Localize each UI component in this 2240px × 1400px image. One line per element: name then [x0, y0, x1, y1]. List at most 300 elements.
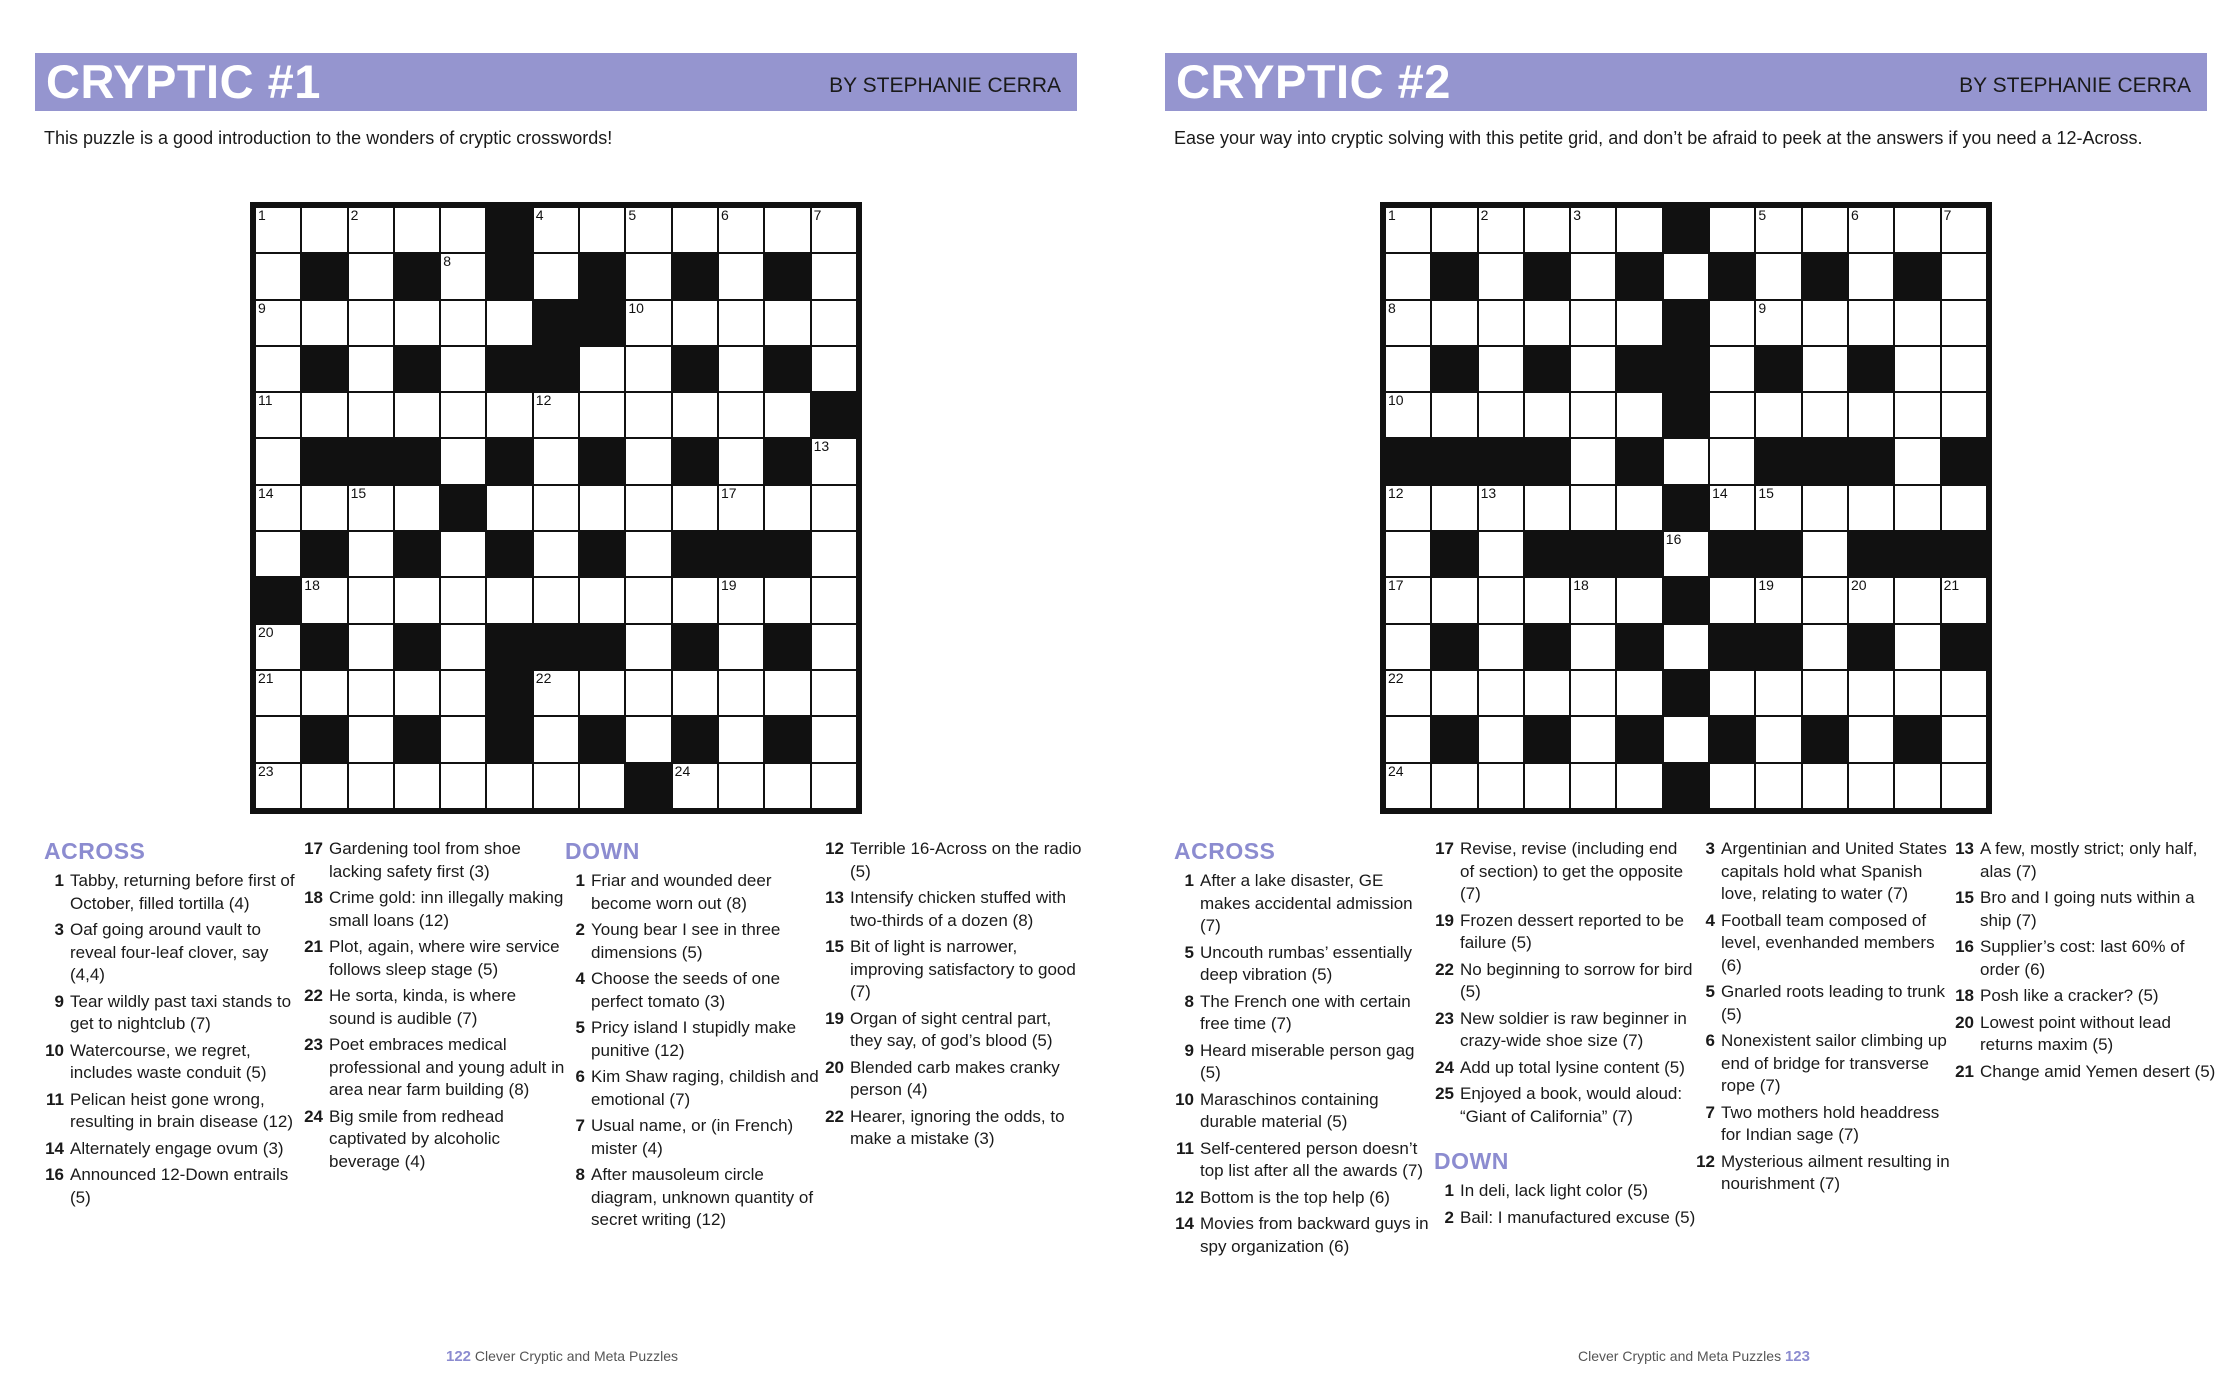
grid-cell[interactable]	[255, 438, 301, 484]
grid-cell[interactable]	[1755, 253, 1801, 299]
grid-cell[interactable]	[625, 438, 671, 484]
grid-cell[interactable]	[1385, 485, 1431, 531]
grid-cell[interactable]	[811, 300, 857, 346]
clue-text: Pricy island I stupidly make punitive (12)	[591, 1018, 797, 1060]
grid-cell[interactable]	[301, 577, 347, 623]
grid-cell[interactable]	[1709, 392, 1755, 438]
grid-cell[interactable]	[718, 253, 764, 299]
grid-cell[interactable]	[533, 253, 579, 299]
grid-cell[interactable]	[811, 624, 857, 670]
grid-cell[interactable]	[1848, 485, 1894, 531]
grid-cell[interactable]	[533, 577, 579, 623]
grid-block	[394, 716, 440, 762]
clue-item	[303, 838, 565, 883]
puzzle-intro: Ease your way into cryptic solving with this petite grid, and don’t be afraid to peek at the answers if you need a 12-Across.	[1174, 128, 2143, 148]
grid-cell[interactable]	[764, 300, 810, 346]
grid-cell[interactable]	[1385, 577, 1431, 623]
clue-text: Watercourse, we regret, includes waste conduit (5)	[70, 1040, 267, 1082]
grid-cell[interactable]	[1663, 438, 1709, 484]
grid-cell[interactable]	[348, 392, 394, 438]
grid-cell[interactable]	[1524, 577, 1570, 623]
grid-cell[interactable]	[1570, 624, 1616, 670]
grid-cell[interactable]	[1478, 485, 1524, 531]
grid-cell[interactable]	[718, 485, 764, 531]
grid-cell[interactable]	[1848, 716, 1894, 762]
grid-cell[interactable]	[348, 485, 394, 531]
grid-cell[interactable]	[440, 207, 486, 253]
grid-cell[interactable]	[811, 763, 857, 809]
grid-cell[interactable]	[301, 670, 347, 716]
clue-column	[565, 838, 827, 1236]
grid-cell[interactable]	[1431, 485, 1477, 531]
grid-cell[interactable]	[348, 253, 394, 299]
grid-cell[interactable]	[1385, 346, 1431, 392]
grid-cell[interactable]	[764, 207, 810, 253]
grid-cell[interactable]	[1616, 670, 1662, 716]
grid-cell[interactable]	[1431, 670, 1477, 716]
grid-cell[interactable]	[1616, 577, 1662, 623]
grid-cell[interactable]	[440, 624, 486, 670]
grid-cell[interactable]	[533, 670, 579, 716]
grid-cell[interactable]	[486, 763, 532, 809]
grid-cell[interactable]	[718, 438, 764, 484]
grid-cell[interactable]	[1570, 716, 1616, 762]
grid-cell[interactable]	[764, 392, 810, 438]
grid-cell[interactable]	[579, 763, 625, 809]
grid-cell[interactable]	[486, 577, 532, 623]
grid-cell[interactable]	[394, 485, 440, 531]
grid-cell[interactable]	[1941, 253, 1987, 299]
grid-cell[interactable]	[1941, 346, 1987, 392]
clue-item	[1954, 985, 2216, 1008]
grid-cell[interactable]	[1941, 670, 1987, 716]
grid-cell[interactable]	[533, 531, 579, 577]
grid-cell[interactable]	[1478, 716, 1524, 762]
grid-cell[interactable]	[1478, 624, 1524, 670]
grid-cell[interactable]	[811, 716, 857, 762]
grid-cell[interactable]	[348, 207, 394, 253]
grid-block	[718, 531, 764, 577]
grid-cell[interactable]	[533, 716, 579, 762]
clue-text: Tear wildly past taxi stands to get to nightclub (7)	[70, 991, 292, 1033]
grid-cell[interactable]	[579, 346, 625, 392]
grid-cell[interactable]	[1570, 763, 1616, 809]
grid-cell[interactable]	[1385, 207, 1431, 253]
grid-cell[interactable]	[718, 763, 764, 809]
grid-cell[interactable]	[533, 392, 579, 438]
grid-cell[interactable]	[1894, 577, 1940, 623]
grid-cell[interactable]	[1663, 253, 1709, 299]
grid-cell[interactable]	[672, 763, 718, 809]
grid-block	[579, 716, 625, 762]
grid-block	[486, 716, 532, 762]
grid-cell[interactable]	[718, 346, 764, 392]
grid-cell[interactable]	[1848, 670, 1894, 716]
grid-cell[interactable]	[672, 207, 718, 253]
grid-cell[interactable]	[1802, 577, 1848, 623]
grid-cell[interactable]	[1663, 624, 1709, 670]
grid-cell[interactable]	[394, 300, 440, 346]
grid-cell[interactable]	[1478, 253, 1524, 299]
clue-item	[824, 887, 1086, 932]
grid-cell[interactable]	[301, 485, 347, 531]
grid-cell[interactable]	[348, 763, 394, 809]
clue-text: After a lake disaster, GE makes accidental admission (7)	[1200, 871, 1413, 935]
grid-cell[interactable]	[1848, 763, 1894, 809]
grid-cell[interactable]	[579, 485, 625, 531]
clue-item	[565, 1066, 827, 1111]
grid-cell[interactable]	[1709, 670, 1755, 716]
grid-cell[interactable]	[811, 670, 857, 716]
grid-cell[interactable]	[1941, 207, 1987, 253]
grid-cell[interactable]	[1709, 485, 1755, 531]
grid-cell[interactable]	[394, 670, 440, 716]
grid-cell[interactable]	[533, 763, 579, 809]
grid-cell[interactable]	[1478, 531, 1524, 577]
grid-cell[interactable]	[579, 207, 625, 253]
grid-cell[interactable]	[255, 716, 301, 762]
grid-cell[interactable]	[255, 485, 301, 531]
grid-cell[interactable]	[1478, 670, 1524, 716]
grid-cell[interactable]	[1755, 763, 1801, 809]
grid-cell[interactable]	[1755, 300, 1801, 346]
grid-block	[1524, 253, 1570, 299]
grid-cell[interactable]	[718, 392, 764, 438]
grid-cell[interactable]	[672, 577, 718, 623]
clue-heading-across: ACROSS	[1174, 838, 1276, 864]
grid-cell[interactable]	[1802, 346, 1848, 392]
grid-cell[interactable]	[811, 253, 857, 299]
grid-block	[1848, 346, 1894, 392]
grid-block	[1755, 624, 1801, 670]
grid-cell[interactable]	[1941, 577, 1987, 623]
grid-cell[interactable]	[1941, 716, 1987, 762]
clue-text: Lowest point without lead returns maxim (5)	[1980, 1012, 2171, 1054]
grid-cell[interactable]	[1431, 207, 1477, 253]
clue-column	[44, 838, 306, 1213]
grid-block	[1663, 577, 1709, 623]
grid-cell[interactable]	[440, 300, 486, 346]
grid-block	[533, 624, 579, 670]
clue-number: 2	[575, 920, 585, 939]
grid-cell[interactable]	[1570, 670, 1616, 716]
grid-cell[interactable]	[1385, 716, 1431, 762]
grid-cell[interactable]	[348, 716, 394, 762]
clue-text: Usual name, or (in French) mister (4)	[591, 1116, 794, 1158]
grid-cell[interactable]	[1848, 207, 1894, 253]
grid-cell[interactable]	[301, 300, 347, 346]
grid-cell[interactable]	[255, 207, 301, 253]
grid-block	[579, 300, 625, 346]
grid-cell[interactable]	[1894, 300, 1940, 346]
grid-cell[interactable]	[1709, 763, 1755, 809]
grid-cell[interactable]	[672, 300, 718, 346]
grid-cell[interactable]	[1478, 346, 1524, 392]
grid-cell[interactable]	[255, 253, 301, 299]
grid-cell[interactable]	[718, 577, 764, 623]
cell-number: 4	[535, 207, 544, 223]
grid-block	[394, 253, 440, 299]
clue-text: Heard miserable person gag (5)	[1200, 1040, 1415, 1082]
grid-cell[interactable]	[1848, 253, 1894, 299]
grid-cell[interactable]	[1941, 392, 1987, 438]
grid-cell[interactable]	[1663, 531, 1709, 577]
grid-cell[interactable]	[394, 392, 440, 438]
clue-number: 4	[1705, 910, 1715, 930]
grid-cell[interactable]	[579, 577, 625, 623]
grid-cell[interactable]	[1848, 300, 1894, 346]
grid-cell[interactable]	[1431, 392, 1477, 438]
grid-cell[interactable]	[625, 531, 671, 577]
grid-cell[interactable]	[764, 577, 810, 623]
grid-cell[interactable]	[1894, 485, 1940, 531]
grid-cell[interactable]	[1478, 300, 1524, 346]
grid-block	[1616, 346, 1662, 392]
grid-cell[interactable]	[1524, 392, 1570, 438]
clue-column	[824, 838, 1086, 1155]
grid-cell[interactable]	[1478, 763, 1524, 809]
clue-heading-down: DOWN	[565, 838, 640, 864]
grid-block	[811, 392, 857, 438]
grid-cell[interactable]	[440, 438, 486, 484]
grid-cell[interactable]	[625, 670, 671, 716]
grid-cell[interactable]	[811, 531, 857, 577]
grid-block	[672, 716, 718, 762]
grid-cell[interactable]	[394, 763, 440, 809]
grid-cell[interactable]	[1616, 763, 1662, 809]
grid-cell[interactable]	[625, 392, 671, 438]
grid-cell[interactable]	[255, 763, 301, 809]
grid-cell[interactable]	[1802, 207, 1848, 253]
grid-cell[interactable]	[1709, 346, 1755, 392]
grid-cell[interactable]	[486, 485, 532, 531]
grid-cell[interactable]	[579, 670, 625, 716]
grid-cell[interactable]	[811, 577, 857, 623]
grid-cell[interactable]	[255, 670, 301, 716]
grid-cell[interactable]	[1894, 207, 1940, 253]
grid-block	[1709, 531, 1755, 577]
crossword-grid	[250, 202, 862, 814]
grid-cell[interactable]	[1385, 392, 1431, 438]
grid-cell[interactable]	[440, 392, 486, 438]
page-right	[1120, 0, 2240, 1400]
grid-cell[interactable]	[1941, 300, 1987, 346]
grid-cell[interactable]	[1570, 207, 1616, 253]
grid-cell[interactable]	[1755, 392, 1801, 438]
puzzle-intro: This puzzle is a good introduction to the wonders of cryptic crosswords!	[44, 128, 613, 148]
clue-text: Pelican heist gone wrong, resulting in brain disease (12)	[70, 1089, 294, 1131]
grid-cell[interactable]	[625, 346, 671, 392]
grid-cell[interactable]	[1385, 624, 1431, 670]
grid-cell[interactable]	[1802, 670, 1848, 716]
cell-number: 22	[1388, 669, 1404, 686]
grid-cell[interactable]	[255, 531, 301, 577]
grid-cell[interactable]	[440, 346, 486, 392]
grid-cell[interactable]	[1385, 531, 1431, 577]
grid-cell[interactable]	[348, 300, 394, 346]
grid-cell[interactable]	[533, 485, 579, 531]
grid-cell[interactable]	[1570, 577, 1616, 623]
clue-text: In deli, lack light color (5)	[1460, 1181, 1649, 1200]
cell-number: 13	[813, 438, 830, 455]
clue-number: 16	[1955, 937, 1974, 956]
grid-cell[interactable]	[1755, 670, 1801, 716]
clue-number: 16	[45, 1165, 64, 1184]
grid-cell[interactable]	[1570, 392, 1616, 438]
grid-cell[interactable]	[1616, 392, 1662, 438]
grid-cell[interactable]	[1431, 577, 1477, 623]
grid-cell[interactable]	[1894, 670, 1940, 716]
grid-cell[interactable]	[1478, 207, 1524, 253]
cell-number: 18	[304, 577, 320, 594]
grid-cell[interactable]	[1478, 392, 1524, 438]
cell-number: 8	[1388, 299, 1396, 316]
grid-cell[interactable]	[1802, 763, 1848, 809]
grid-cell[interactable]	[1894, 346, 1940, 392]
grid-cell[interactable]	[811, 346, 857, 392]
grid-cell[interactable]	[1385, 300, 1431, 346]
clue-item	[1695, 910, 1957, 978]
grid-cell[interactable]	[1755, 207, 1801, 253]
grid-cell[interactable]	[672, 485, 718, 531]
grid-cell[interactable]	[1570, 438, 1616, 484]
grid-cell[interactable]	[718, 624, 764, 670]
grid-cell[interactable]	[440, 577, 486, 623]
grid-cell[interactable]	[1941, 485, 1987, 531]
grid-cell[interactable]	[1894, 438, 1940, 484]
grid-cell[interactable]	[1385, 253, 1431, 299]
grid-block	[533, 346, 579, 392]
grid-cell[interactable]	[1709, 577, 1755, 623]
grid-cell[interactable]	[301, 207, 347, 253]
grid-cell[interactable]	[718, 300, 764, 346]
grid-cell[interactable]	[764, 670, 810, 716]
grid-cell[interactable]	[672, 392, 718, 438]
clue-item	[1695, 981, 1957, 1026]
grid-cell[interactable]	[1570, 346, 1616, 392]
grid-cell[interactable]	[1894, 624, 1940, 670]
grid-cell[interactable]	[440, 253, 486, 299]
grid-cell[interactable]	[1570, 253, 1616, 299]
grid-block	[1431, 253, 1477, 299]
grid-block	[1755, 438, 1801, 484]
grid-cell[interactable]	[1709, 300, 1755, 346]
grid-cell[interactable]	[348, 577, 394, 623]
grid-cell[interactable]	[1385, 670, 1431, 716]
grid-cell[interactable]	[1755, 485, 1801, 531]
grid-cell[interactable]	[348, 531, 394, 577]
grid-cell[interactable]	[1524, 300, 1570, 346]
clue-item	[1434, 1008, 1696, 1053]
grid-cell[interactable]	[348, 346, 394, 392]
grid-cell[interactable]	[811, 207, 857, 253]
grid-cell[interactable]	[255, 392, 301, 438]
grid-cell[interactable]	[533, 207, 579, 253]
grid-cell[interactable]	[486, 392, 532, 438]
grid-cell[interactable]	[1616, 300, 1662, 346]
grid-cell[interactable]	[1709, 438, 1755, 484]
grid-cell[interactable]	[1802, 300, 1848, 346]
grid-cell[interactable]	[764, 485, 810, 531]
grid-cell[interactable]	[625, 577, 671, 623]
grid-cell[interactable]	[625, 207, 671, 253]
grid-cell[interactable]	[1524, 670, 1570, 716]
grid-block	[1848, 438, 1894, 484]
grid-block	[440, 485, 486, 531]
grid-cell[interactable]	[1802, 624, 1848, 670]
grid-cell[interactable]	[1524, 485, 1570, 531]
grid-cell[interactable]	[1848, 392, 1894, 438]
grid-cell[interactable]	[1570, 485, 1616, 531]
grid-cell[interactable]	[718, 670, 764, 716]
grid-cell[interactable]	[718, 716, 764, 762]
grid-cell[interactable]	[348, 624, 394, 670]
clue-number: 24	[304, 1106, 323, 1126]
grid-cell[interactable]	[1385, 763, 1431, 809]
grid-cell[interactable]	[486, 300, 532, 346]
grid-cell[interactable]	[1802, 392, 1848, 438]
grid-cell[interactable]	[348, 670, 394, 716]
grid-cell[interactable]	[1663, 716, 1709, 762]
grid-cell[interactable]	[255, 300, 301, 346]
grid-cell[interactable]	[1755, 577, 1801, 623]
grid-cell[interactable]	[625, 300, 671, 346]
grid-cell[interactable]	[533, 438, 579, 484]
grid-cell[interactable]	[1941, 763, 1987, 809]
grid-cell[interactable]	[1894, 763, 1940, 809]
grid-cell[interactable]	[440, 716, 486, 762]
grid-cell[interactable]	[764, 763, 810, 809]
grid-cell[interactable]	[301, 763, 347, 809]
clue-text: Argentinian and United States capitals hold what Spanish love, relating to water (7)	[1721, 839, 1947, 903]
grid-cell[interactable]	[1524, 763, 1570, 809]
grid-cell[interactable]	[1616, 485, 1662, 531]
grid-cell[interactable]	[811, 485, 857, 531]
grid-cell[interactable]	[1570, 300, 1616, 346]
grid-cell[interactable]	[625, 485, 671, 531]
grid-cell[interactable]	[255, 624, 301, 670]
grid-cell[interactable]	[1894, 392, 1940, 438]
grid-cell[interactable]	[255, 346, 301, 392]
grid-cell[interactable]	[1478, 577, 1524, 623]
grid-cell[interactable]	[394, 577, 440, 623]
grid-cell[interactable]	[1755, 716, 1801, 762]
grid-cell[interactable]	[1616, 207, 1662, 253]
clue-item	[44, 1138, 306, 1161]
grid-cell[interactable]	[440, 763, 486, 809]
grid-cell[interactable]	[1524, 207, 1570, 253]
grid-cell[interactable]	[1431, 300, 1477, 346]
grid-block	[486, 207, 532, 253]
grid-cell[interactable]	[1431, 763, 1477, 809]
grid-cell[interactable]	[440, 670, 486, 716]
grid-cell[interactable]	[672, 670, 718, 716]
grid-cell[interactable]	[1802, 485, 1848, 531]
grid-cell[interactable]	[811, 438, 857, 484]
grid-block	[579, 253, 625, 299]
grid-cell[interactable]	[625, 716, 671, 762]
grid-cell[interactable]	[1709, 207, 1755, 253]
grid-cell[interactable]	[301, 392, 347, 438]
grid-cell[interactable]	[394, 207, 440, 253]
grid-cell[interactable]	[579, 392, 625, 438]
grid-cell[interactable]	[625, 253, 671, 299]
grid-cell[interactable]	[1848, 577, 1894, 623]
grid-cell[interactable]	[625, 624, 671, 670]
grid-cell[interactable]	[718, 207, 764, 253]
grid-cell[interactable]	[440, 531, 486, 577]
grid-cell[interactable]	[1802, 531, 1848, 577]
